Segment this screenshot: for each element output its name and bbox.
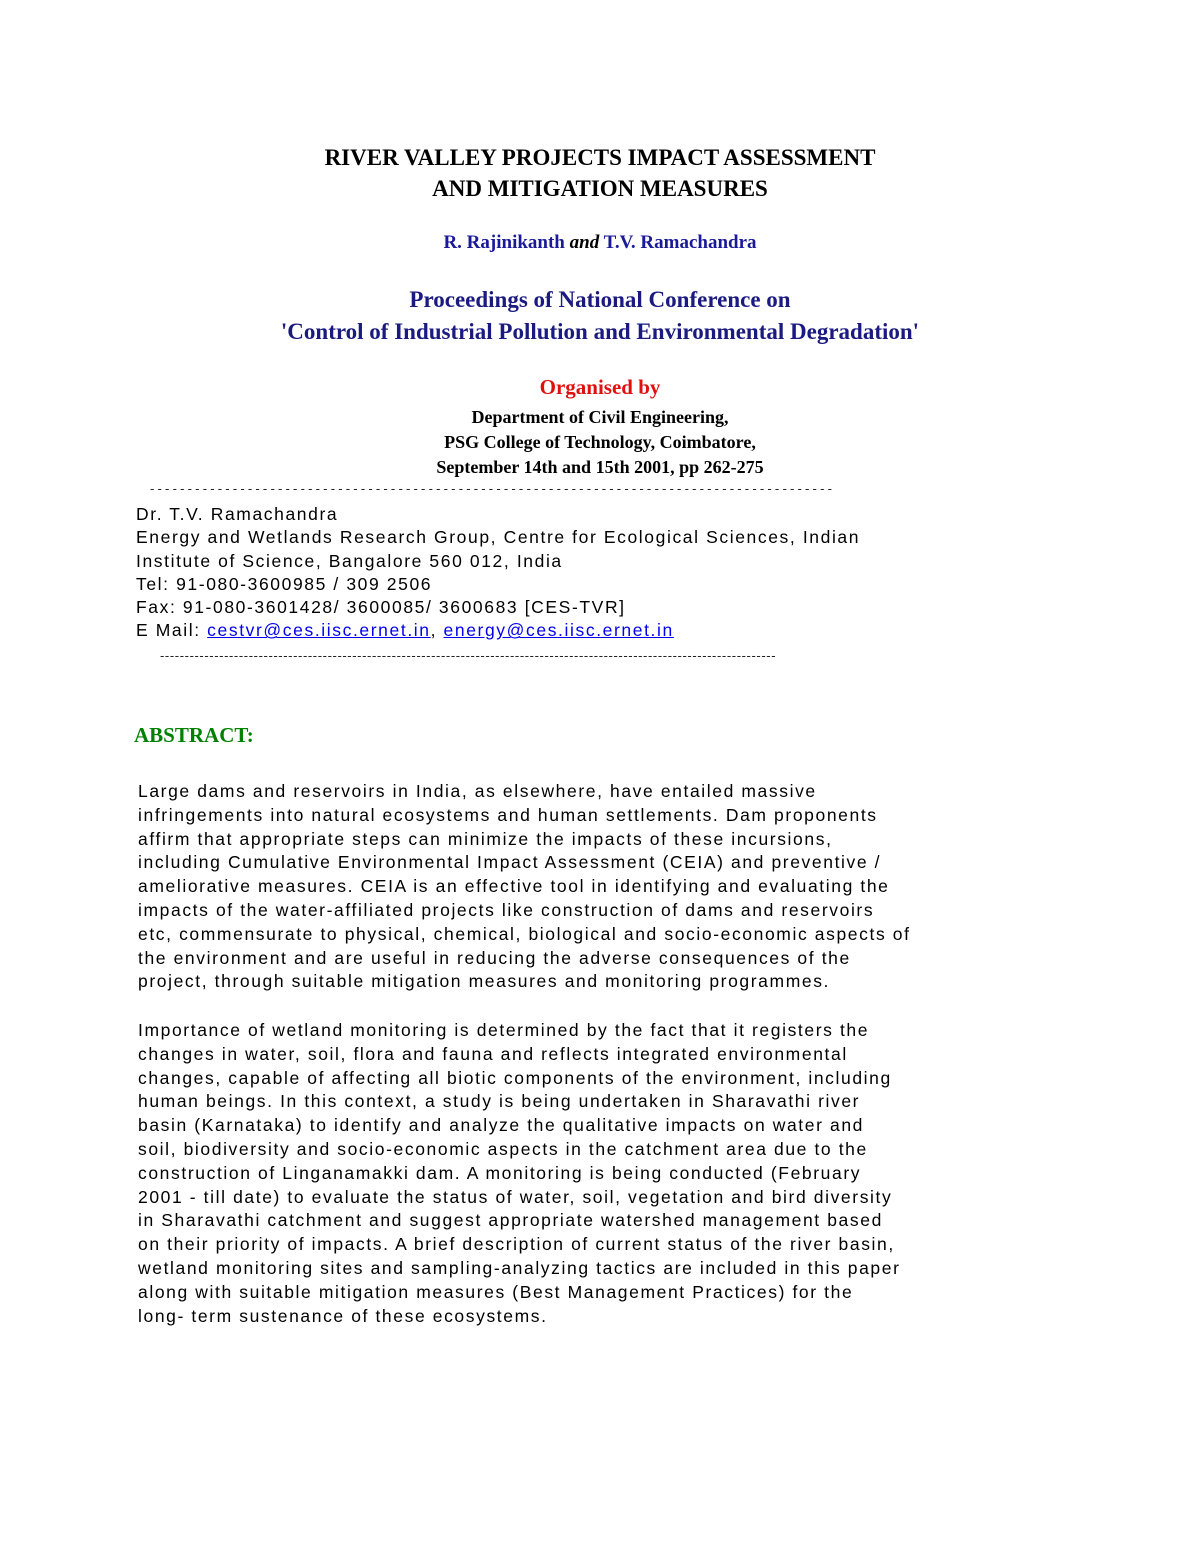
paragraph-line: human beings. In this context, a study is being undertaken in Sharavathi river [138, 1091, 861, 1112]
contact-fax: Fax: 91-080-3601428/ 3600085/ 3600683 [CES-TVR] [136, 597, 626, 618]
email-label: E Mail: [136, 620, 208, 641]
email-separator: , [430, 620, 444, 641]
paragraph-line: etc, commensurate to physical, chemical, biological and socio-economic aspects of [138, 923, 911, 944]
paragraph-line: along with suitable mitigation measures (Best Management Practices) for the [138, 1281, 854, 1302]
paragraph-line: basin (Karnataka) to identify and analyze the qualitative impacts on water and [138, 1115, 864, 1136]
paragraph-line: 2001 - till date) to evaluate the status of water, soil, vegetation and bird diversity [138, 1186, 893, 1207]
author-conjunction: and [569, 232, 600, 253]
email-link-cestvr[interactable]: cestvr@ces.iisc.ernet.in [207, 620, 431, 641]
paragraph-line: long- term sustenance of these ecosystems. [138, 1305, 548, 1326]
abstract-paragraph-2 [138, 1019, 1058, 1328]
authors-line [0, 232, 1200, 254]
paragraph-line: soil, biodiversity and socio-economic aspects in the catchment area due to the [138, 1138, 868, 1159]
paper-title-line-1: RIVER VALLEY PROJECTS IMPACT ASSESSMENT [324, 145, 876, 170]
abstract-heading: ABSTRACT: [134, 723, 254, 747]
separator-top: ------------------------------------------------------------------------------------------- [150, 481, 836, 496]
proceedings-line-1: Proceedings of National Conference on [409, 287, 791, 312]
paragraph-line: impacts of the water-affiliated projects like construction of dams and reservoirs [138, 899, 875, 920]
paragraph-line: project, through suitable mitigation measures and monitoring programmes. [138, 971, 831, 992]
organised-by-label: Organised by [539, 375, 661, 399]
paragraph-line: Large dams and reservoirs in India, as elsewhere, have entailed massive [138, 781, 817, 801]
conference-dates: September 14th and 15th 2001, pp 262-275 [436, 457, 764, 477]
paragraph-line: on their priority of impacts. A brief description of current status of the river basin, [138, 1234, 895, 1255]
email-link-energy[interactable]: energy@ces.iisc.ernet.in [443, 620, 674, 641]
contact-name: Dr. T.V. Ramachandra [136, 504, 339, 524]
proceedings-line-2: 'Control of Industrial Pollution and Environmental Degradation' [280, 319, 920, 344]
paragraph-line: including Cumulative Environmental Impact Assessment (CEIA) and preventive / [138, 852, 882, 873]
paragraph-line: wetland monitoring sites and sampling-analyzing tactics are included in this paper [138, 1257, 901, 1278]
author-1: R. Rajinikanth [443, 232, 565, 253]
organiser-college: PSG College of Technology, Coimbatore, [444, 432, 756, 452]
paragraph-line: infringements into natural ecosystems and human settlements. Dam proponents [138, 804, 878, 825]
paragraph-line: construction of Linganamakki dam. A monitoring is being conducted (February [138, 1162, 862, 1183]
paragraph-line: Importance of wetland monitoring is determined by the fact that it registers the [138, 1020, 870, 1040]
paper-title-line-2: AND MITIGATION MEASURES [432, 176, 768, 201]
abstract-paragraph-1 [138, 780, 1058, 994]
paragraph-line: changes, capable of affecting all biotic components of the environment, including [138, 1067, 892, 1088]
paragraph-line: changes in water, soil, flora and fauna and reflects integrated environmental [138, 1043, 848, 1064]
contact-block [136, 503, 1036, 643]
organiser-department: Department of Civil Engineering, [471, 407, 729, 427]
author-2: T.V. Ramachandra [603, 232, 757, 253]
separator-bottom: ----------------------------------------------------------------------------------------------------------------------------- [160, 648, 777, 663]
contact-email-line [136, 619, 1036, 642]
contact-affiliation-line-1: Energy and Wetlands Research Group, Centre for Ecological Sciences, Indian [136, 527, 861, 548]
contact-tel: Tel: 91-080-3600985 / 309 2506 [136, 573, 433, 594]
paragraph-line: in Sharavathi catchment and suggest appropriate watershed management based [138, 1210, 883, 1231]
paragraph-line: the environment and are useful in reducing the adverse consequences of the [138, 947, 851, 968]
paragraph-line: ameliorative measures. CEIA is an effective tool in identifying and evaluating the [138, 876, 890, 897]
contact-affiliation-line-2: Institute of Science, Bangalore 560 012, India [136, 550, 563, 571]
paragraph-line: affirm that appropriate steps can minimize the impacts of these incursions, [138, 828, 833, 849]
